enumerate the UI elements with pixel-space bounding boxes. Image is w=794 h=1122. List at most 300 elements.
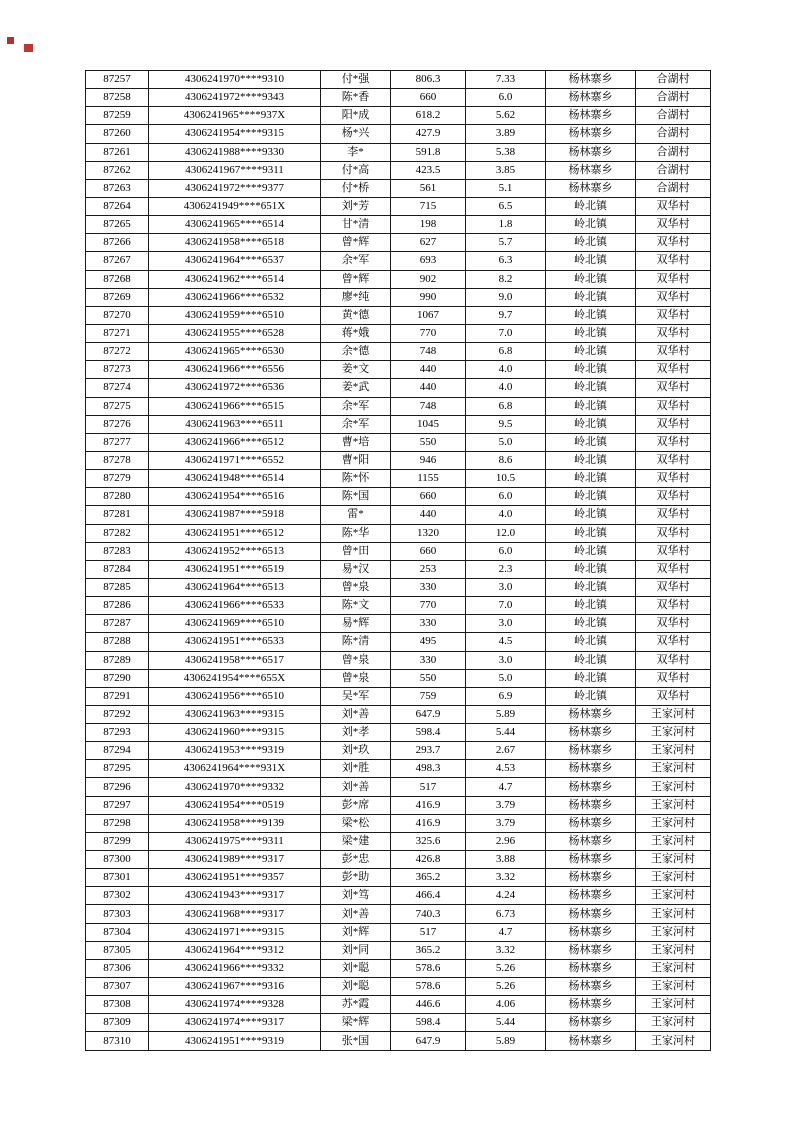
cell-township: 岭北镇 [546, 687, 636, 705]
cell-record-id: 87283 [86, 542, 149, 560]
cell-quantity: 6.0 [466, 89, 546, 107]
cell-village: 双华村 [636, 306, 711, 324]
table-row [86, 651, 711, 669]
cell-quantity: 3.0 [466, 578, 546, 596]
cell-record-id: 87292 [86, 705, 149, 723]
cell-record-id: 87268 [86, 270, 149, 288]
cell-id-number: 4306241943****9317 [149, 887, 321, 905]
cell-record-id: 87288 [86, 633, 149, 651]
cell-record-id: 87260 [86, 125, 149, 143]
cell-quantity: 7.0 [466, 597, 546, 615]
cell-amount: 495 [391, 633, 466, 651]
cell-id-number: 4306241989****9317 [149, 851, 321, 869]
cell-name: 雷* [321, 506, 391, 524]
cell-name: 曾*泉 [321, 669, 391, 687]
cell-quantity: 3.32 [466, 869, 546, 887]
cell-quantity: 6.8 [466, 343, 546, 361]
cell-quantity: 6.5 [466, 197, 546, 215]
cell-id-number: 4306241959****6510 [149, 306, 321, 324]
cell-amount: 1320 [391, 524, 466, 542]
cell-record-id: 87294 [86, 742, 149, 760]
cell-name: 刘*胜 [321, 760, 391, 778]
table-row [86, 778, 711, 796]
table-row [86, 234, 711, 252]
cell-record-id: 87300 [86, 851, 149, 869]
cell-quantity: 5.44 [466, 1014, 546, 1032]
cell-township: 杨林寨乡 [546, 978, 636, 996]
cell-record-id: 87257 [86, 71, 149, 89]
cell-township: 杨林寨乡 [546, 851, 636, 869]
cell-name: 刘*聪 [321, 959, 391, 977]
cell-township: 岭北镇 [546, 306, 636, 324]
cell-quantity: 4.53 [466, 760, 546, 778]
cell-amount: 578.6 [391, 959, 466, 977]
cell-id-number: 4306241972****9377 [149, 179, 321, 197]
cell-name: 杨*兴 [321, 125, 391, 143]
cell-township: 岭北镇 [546, 615, 636, 633]
cell-quantity: 3.0 [466, 651, 546, 669]
cell-village: 双华村 [636, 560, 711, 578]
cell-village: 双华村 [636, 216, 711, 234]
cell-amount: 748 [391, 397, 466, 415]
cell-id-number: 4306241951****9357 [149, 869, 321, 887]
cell-record-id: 87291 [86, 687, 149, 705]
cell-record-id: 87265 [86, 216, 149, 234]
table-row [86, 89, 711, 107]
cell-record-id: 87278 [86, 451, 149, 469]
cell-record-id: 87301 [86, 869, 149, 887]
cell-quantity: 6.8 [466, 397, 546, 415]
cell-township: 杨林寨乡 [546, 724, 636, 742]
cell-amount: 647.9 [391, 1032, 466, 1050]
cell-id-number: 4306241952****6513 [149, 542, 321, 560]
cell-record-id: 87299 [86, 832, 149, 850]
cell-amount: 550 [391, 669, 466, 687]
cell-name: 刘*辉 [321, 923, 391, 941]
cell-township: 杨林寨乡 [546, 1014, 636, 1032]
cell-name: 曾*泉 [321, 578, 391, 596]
cell-id-number: 4306241965****6530 [149, 343, 321, 361]
table-row [86, 687, 711, 705]
cell-record-id: 87269 [86, 288, 149, 306]
cell-name: 余*德 [321, 343, 391, 361]
cell-village: 双华村 [636, 578, 711, 596]
cell-id-number: 4306241988****9330 [149, 143, 321, 161]
cell-amount: 759 [391, 687, 466, 705]
cell-amount: 330 [391, 651, 466, 669]
table-row [86, 560, 711, 578]
cell-township: 杨林寨乡 [546, 941, 636, 959]
cell-amount: 498.3 [391, 760, 466, 778]
cell-record-id: 87305 [86, 941, 149, 959]
cell-amount: 550 [391, 433, 466, 451]
cell-record-id: 87263 [86, 179, 149, 197]
table-row [86, 669, 711, 687]
cell-village: 王家河村 [636, 760, 711, 778]
cell-township: 杨林寨乡 [546, 905, 636, 923]
cell-village: 双华村 [636, 270, 711, 288]
cell-amount: 598.4 [391, 724, 466, 742]
cell-record-id: 87290 [86, 669, 149, 687]
cell-amount: 598.4 [391, 1014, 466, 1032]
cell-village: 王家河村 [636, 832, 711, 850]
cell-quantity: 10.5 [466, 470, 546, 488]
cell-quantity: 3.85 [466, 161, 546, 179]
cell-name: 阳*成 [321, 107, 391, 125]
cell-village: 王家河村 [636, 742, 711, 760]
cell-id-number: 4306241965****937X [149, 107, 321, 125]
cell-township: 杨林寨乡 [546, 742, 636, 760]
cell-township: 岭北镇 [546, 324, 636, 342]
cell-quantity: 1.8 [466, 216, 546, 234]
cell-township: 杨林寨乡 [546, 760, 636, 778]
cell-name: 吴*军 [321, 687, 391, 705]
cell-id-number: 4306241954****655X [149, 669, 321, 687]
cell-name: 李* [321, 143, 391, 161]
cell-quantity: 3.88 [466, 851, 546, 869]
cell-name: 梁*辉 [321, 1014, 391, 1032]
cell-name: 梁*松 [321, 814, 391, 832]
table-row [86, 597, 711, 615]
cell-name: 曾*辉 [321, 234, 391, 252]
cell-quantity: 4.24 [466, 887, 546, 905]
cell-name: 刘*芳 [321, 197, 391, 215]
cell-township: 岭北镇 [546, 343, 636, 361]
table-row [86, 488, 711, 506]
cell-quantity: 5.26 [466, 978, 546, 996]
cell-village: 双华村 [636, 542, 711, 560]
cell-id-number: 4306241964****6537 [149, 252, 321, 270]
cell-township: 岭北镇 [546, 633, 636, 651]
cell-record-id: 87273 [86, 361, 149, 379]
cell-id-number: 4306241966****6515 [149, 397, 321, 415]
cell-quantity: 6.9 [466, 687, 546, 705]
cell-name: 付*桥 [321, 179, 391, 197]
cell-amount: 517 [391, 778, 466, 796]
cell-quantity: 5.7 [466, 234, 546, 252]
cell-amount: 330 [391, 578, 466, 596]
table-row [86, 742, 711, 760]
cell-name: 姜*武 [321, 379, 391, 397]
cell-quantity: 8.2 [466, 270, 546, 288]
cell-quantity: 5.0 [466, 669, 546, 687]
table-row [86, 959, 711, 977]
cell-amount: 627 [391, 234, 466, 252]
cell-village: 双华村 [636, 324, 711, 342]
cell-amount: 466.4 [391, 887, 466, 905]
table-row [86, 415, 711, 433]
cell-township: 杨林寨乡 [546, 887, 636, 905]
cell-township: 岭北镇 [546, 470, 636, 488]
cell-name: 姜*文 [321, 361, 391, 379]
cell-township: 杨林寨乡 [546, 179, 636, 197]
table-row [86, 143, 711, 161]
red-stamp-mark-icon [7, 37, 14, 44]
cell-village: 双华村 [636, 633, 711, 651]
cell-id-number: 4306241968****9317 [149, 905, 321, 923]
cell-name: 梁*建 [321, 832, 391, 850]
cell-township: 杨林寨乡 [546, 814, 636, 832]
cell-quantity: 8.6 [466, 451, 546, 469]
cell-name: 曹*培 [321, 433, 391, 451]
cell-township: 岭北镇 [546, 234, 636, 252]
cell-quantity: 4.7 [466, 923, 546, 941]
cell-id-number: 4306241974****9328 [149, 996, 321, 1014]
cell-name: 易*辉 [321, 615, 391, 633]
cell-village: 双华村 [636, 379, 711, 397]
cell-village: 双华村 [636, 415, 711, 433]
cell-record-id: 87266 [86, 234, 149, 252]
cell-amount: 1045 [391, 415, 466, 433]
cell-name: 易*汉 [321, 560, 391, 578]
cell-township: 岭北镇 [546, 270, 636, 288]
cell-village: 王家河村 [636, 959, 711, 977]
table-row [86, 978, 711, 996]
cell-record-id: 87264 [86, 197, 149, 215]
table-row [86, 451, 711, 469]
cell-village: 王家河村 [636, 705, 711, 723]
cell-name: 曾*辉 [321, 270, 391, 288]
cell-township: 岭北镇 [546, 651, 636, 669]
cell-name: 苏*霞 [321, 996, 391, 1014]
cell-township: 岭北镇 [546, 451, 636, 469]
cell-quantity: 2.3 [466, 560, 546, 578]
cell-id-number: 4306241954****6516 [149, 488, 321, 506]
table-row [86, 941, 711, 959]
cell-id-number: 4306241958****9139 [149, 814, 321, 832]
cell-amount: 693 [391, 252, 466, 270]
cell-amount: 293.7 [391, 742, 466, 760]
cell-id-number: 4306241955****6528 [149, 324, 321, 342]
cell-township: 杨林寨乡 [546, 796, 636, 814]
cell-name: 陈*华 [321, 524, 391, 542]
cell-village: 双华村 [636, 524, 711, 542]
records-table-body [86, 71, 711, 1051]
cell-township: 岭北镇 [546, 506, 636, 524]
table-row [86, 887, 711, 905]
cell-township: 岭北镇 [546, 252, 636, 270]
cell-name: 陈*国 [321, 488, 391, 506]
cell-quantity: 3.89 [466, 125, 546, 143]
cell-amount: 770 [391, 324, 466, 342]
cell-record-id: 87309 [86, 1014, 149, 1032]
cell-township: 岭北镇 [546, 597, 636, 615]
cell-amount: 253 [391, 560, 466, 578]
cell-id-number: 4306241970****9332 [149, 778, 321, 796]
cell-quantity: 4.06 [466, 996, 546, 1014]
cell-amount: 440 [391, 379, 466, 397]
cell-id-number: 4306241964****6513 [149, 578, 321, 596]
cell-name: 刘*善 [321, 905, 391, 923]
cell-village: 王家河村 [636, 1014, 711, 1032]
cell-record-id: 87275 [86, 397, 149, 415]
cell-id-number: 4306241954****9315 [149, 125, 321, 143]
cell-quantity: 5.26 [466, 959, 546, 977]
cell-amount: 1067 [391, 306, 466, 324]
cell-name: 蒋*娥 [321, 324, 391, 342]
table-row [86, 578, 711, 596]
cell-record-id: 87302 [86, 887, 149, 905]
cell-record-id: 87277 [86, 433, 149, 451]
cell-name: 刘*同 [321, 941, 391, 959]
cell-quantity: 5.38 [466, 143, 546, 161]
cell-id-number: 4306241958****6517 [149, 651, 321, 669]
cell-township: 岭北镇 [546, 361, 636, 379]
cell-quantity: 5.0 [466, 433, 546, 451]
cell-amount: 365.2 [391, 941, 466, 959]
cell-township: 岭北镇 [546, 288, 636, 306]
cell-name: 曹*阳 [321, 451, 391, 469]
cell-township: 杨林寨乡 [546, 778, 636, 796]
cell-name: 付*强 [321, 71, 391, 89]
cell-record-id: 87259 [86, 107, 149, 125]
cell-id-number: 4306241972****6536 [149, 379, 321, 397]
cell-township: 岭北镇 [546, 415, 636, 433]
cell-record-id: 87279 [86, 470, 149, 488]
cell-township: 杨林寨乡 [546, 1032, 636, 1050]
cell-township: 杨林寨乡 [546, 143, 636, 161]
table-row [86, 705, 711, 723]
cell-village: 双华村 [636, 451, 711, 469]
cell-village: 双华村 [636, 433, 711, 451]
cell-village: 双华村 [636, 687, 711, 705]
cell-quantity: 9.0 [466, 288, 546, 306]
cell-amount: 561 [391, 179, 466, 197]
cell-amount: 365.2 [391, 869, 466, 887]
cell-record-id: 87276 [86, 415, 149, 433]
cell-quantity: 5.89 [466, 705, 546, 723]
table-row [86, 379, 711, 397]
cell-amount: 715 [391, 197, 466, 215]
cell-village: 双华村 [636, 397, 711, 415]
cell-quantity: 5.89 [466, 1032, 546, 1050]
cell-village: 双华村 [636, 470, 711, 488]
cell-name: 刘*玖 [321, 742, 391, 760]
cell-record-id: 87286 [86, 597, 149, 615]
table-row [86, 905, 711, 923]
cell-name: 陈*香 [321, 89, 391, 107]
records-table [85, 70, 711, 1051]
cell-name: 付*高 [321, 161, 391, 179]
table-row [86, 542, 711, 560]
cell-township: 岭北镇 [546, 216, 636, 234]
cell-id-number: 4306241964****9312 [149, 941, 321, 959]
cell-township: 杨林寨乡 [546, 923, 636, 941]
cell-quantity: 6.0 [466, 488, 546, 506]
cell-amount: 660 [391, 488, 466, 506]
cell-quantity: 7.0 [466, 324, 546, 342]
cell-name: 刘*聪 [321, 978, 391, 996]
cell-village: 合湖村 [636, 179, 711, 197]
cell-name: 刘*善 [321, 705, 391, 723]
cell-name: 黄*德 [321, 306, 391, 324]
cell-id-number: 4306241966****6556 [149, 361, 321, 379]
cell-record-id: 87296 [86, 778, 149, 796]
cell-township: 杨林寨乡 [546, 89, 636, 107]
cell-record-id: 87293 [86, 724, 149, 742]
cell-name: 余*军 [321, 397, 391, 415]
cell-quantity: 12.0 [466, 524, 546, 542]
cell-township: 岭北镇 [546, 669, 636, 687]
cell-village: 双华村 [636, 597, 711, 615]
cell-name: 陈*清 [321, 633, 391, 651]
cell-id-number: 4306241967****9311 [149, 161, 321, 179]
cell-id-number: 4306241974****9317 [149, 1014, 321, 1032]
cell-township: 杨林寨乡 [546, 996, 636, 1014]
cell-quantity: 2.67 [466, 742, 546, 760]
table-row [86, 724, 711, 742]
table-row [86, 615, 711, 633]
table-row [86, 397, 711, 415]
table-row [86, 796, 711, 814]
cell-village: 合湖村 [636, 107, 711, 125]
cell-id-number: 4306241966****6532 [149, 288, 321, 306]
cell-quantity: 6.0 [466, 542, 546, 560]
cell-record-id: 87308 [86, 996, 149, 1014]
table-row [86, 306, 711, 324]
cell-quantity: 5.44 [466, 724, 546, 742]
cell-name: 余*军 [321, 415, 391, 433]
table-row [86, 851, 711, 869]
cell-record-id: 87306 [86, 959, 149, 977]
cell-quantity: 4.7 [466, 778, 546, 796]
red-stamp-mark-icon [24, 44, 33, 52]
cell-village: 王家河村 [636, 887, 711, 905]
cell-village: 王家河村 [636, 1032, 711, 1050]
cell-village: 王家河村 [636, 814, 711, 832]
cell-record-id: 87258 [86, 89, 149, 107]
cell-quantity: 6.73 [466, 905, 546, 923]
cell-quantity: 7.33 [466, 71, 546, 89]
cell-township: 岭北镇 [546, 488, 636, 506]
cell-amount: 427.9 [391, 125, 466, 143]
cell-village: 王家河村 [636, 869, 711, 887]
cell-village: 合湖村 [636, 143, 711, 161]
cell-township: 杨林寨乡 [546, 705, 636, 723]
table-row [86, 869, 711, 887]
table-row [86, 832, 711, 850]
cell-id-number: 4306241965****6514 [149, 216, 321, 234]
cell-village: 王家河村 [636, 905, 711, 923]
cell-name: 彭*助 [321, 869, 391, 887]
cell-village: 王家河村 [636, 996, 711, 1014]
cell-record-id: 87289 [86, 651, 149, 669]
cell-id-number: 4306241956****6510 [149, 687, 321, 705]
cell-record-id: 87271 [86, 324, 149, 342]
cell-id-number: 4306241954****0519 [149, 796, 321, 814]
cell-name: 陈*文 [321, 597, 391, 615]
cell-id-number: 4306241975****9311 [149, 832, 321, 850]
table-row [86, 1032, 711, 1050]
cell-record-id: 87262 [86, 161, 149, 179]
table-row [86, 125, 711, 143]
cell-village: 王家河村 [636, 923, 711, 941]
cell-village: 双华村 [636, 506, 711, 524]
cell-record-id: 87303 [86, 905, 149, 923]
cell-village: 合湖村 [636, 161, 711, 179]
table-row [86, 161, 711, 179]
cell-id-number: 4306241953****9319 [149, 742, 321, 760]
cell-amount: 990 [391, 288, 466, 306]
cell-quantity: 2.96 [466, 832, 546, 850]
cell-name: 张*国 [321, 1032, 391, 1050]
cell-township: 岭北镇 [546, 524, 636, 542]
cell-id-number: 4306241970****9310 [149, 71, 321, 89]
cell-township: 岭北镇 [546, 433, 636, 451]
cell-village: 合湖村 [636, 125, 711, 143]
cell-amount: 416.9 [391, 814, 466, 832]
cell-village: 双华村 [636, 252, 711, 270]
